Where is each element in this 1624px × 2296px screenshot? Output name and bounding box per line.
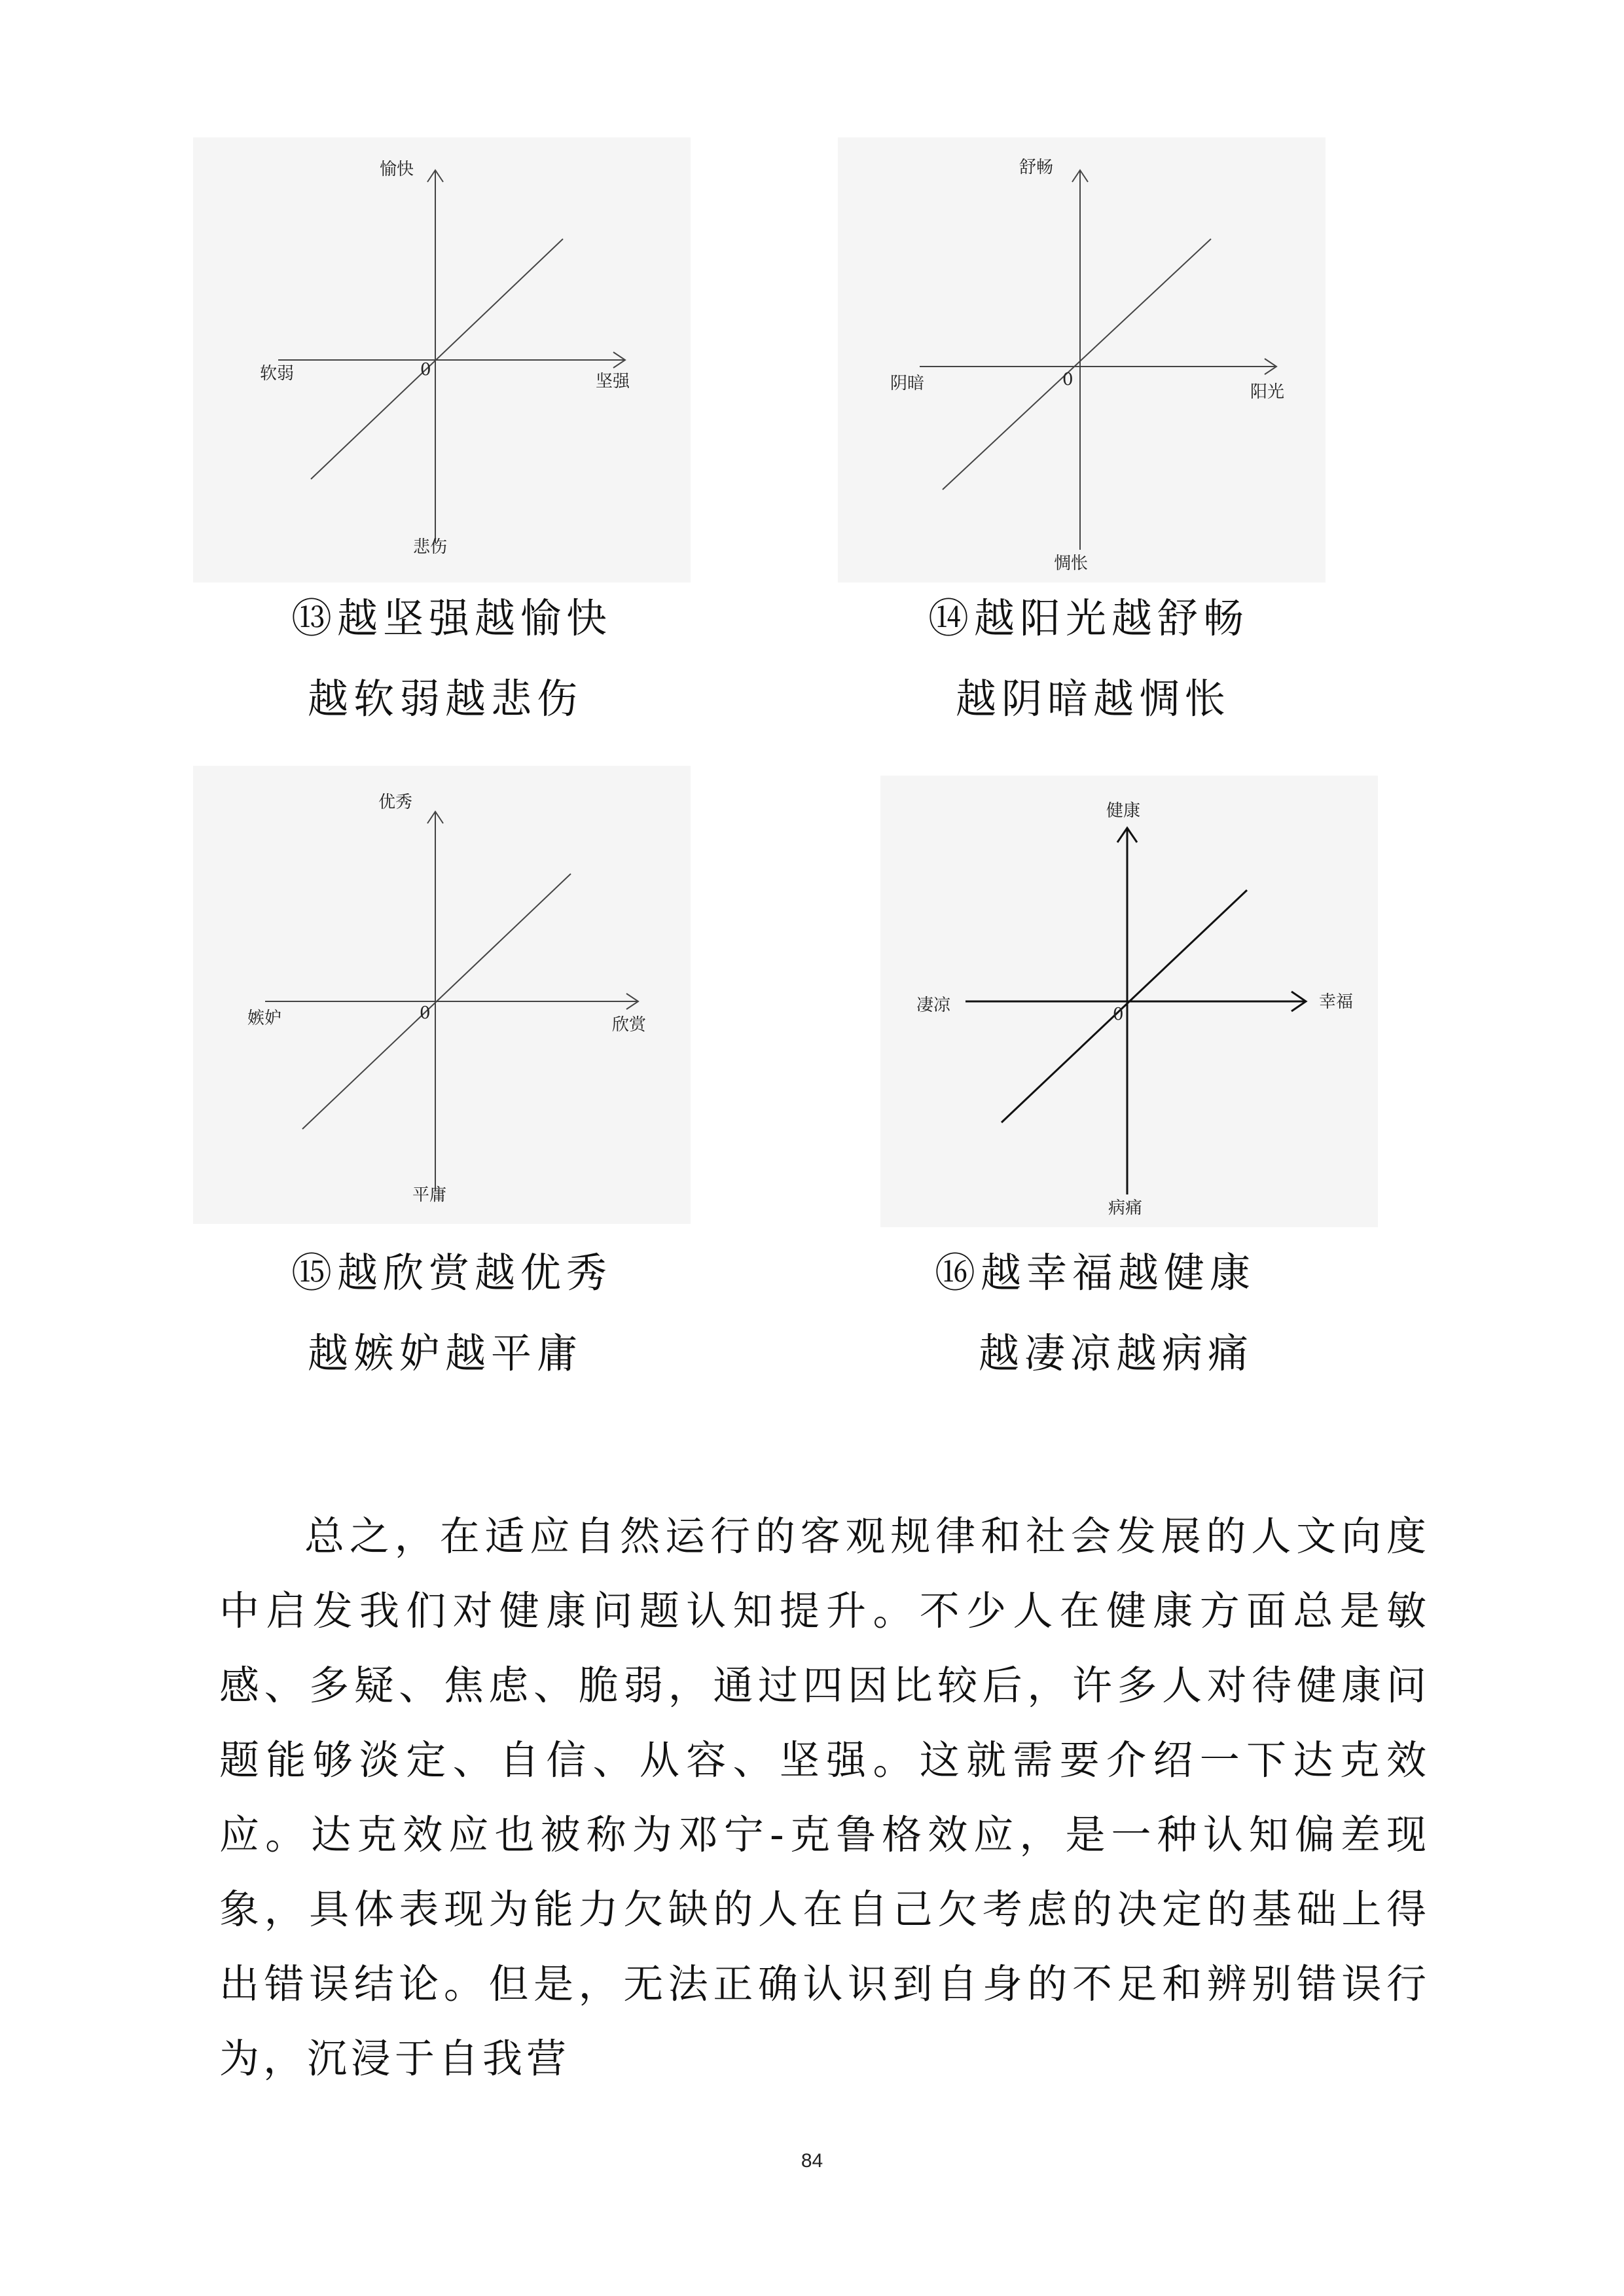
figure-15-down-label: 平庸 xyxy=(412,1185,447,1205)
figure-15-origin-label: 0 xyxy=(420,1003,431,1023)
figure-16-caption-line1: ⑯越幸福越健康 xyxy=(935,1249,1256,1297)
figure-16-up-label: 健康 xyxy=(1106,801,1141,821)
figure-13-panel xyxy=(193,137,691,583)
page-number: 84 xyxy=(801,2150,823,2172)
figure-15-right-label: 欣赏 xyxy=(612,1015,647,1035)
figure-14-caption-line2: 越阴暗越惆怅 xyxy=(956,675,1231,723)
figure-14-panel xyxy=(838,137,1326,583)
figure-16-left-label: 凄凉 xyxy=(916,996,951,1015)
figure-13-origin-label: 0 xyxy=(420,360,431,380)
figure-14-right-label: 阳光 xyxy=(1250,382,1285,402)
figure-16-panel xyxy=(880,776,1378,1227)
figure-14-left-label: 阴暗 xyxy=(890,374,925,393)
figure-15-up-label: 优秀 xyxy=(378,793,413,812)
figure-14-origin-label: 0 xyxy=(1062,370,1074,389)
figure-14-down-label: 惆怅 xyxy=(1054,554,1089,573)
figure-16-caption-line2: 越凄凉越病痛 xyxy=(979,1329,1254,1377)
body-paragraph: 总之，在适应自然运行的客观规律和社会发展的人文向度中启发我们对健康问题认知提升。不少人在健康方面总是敏感、多疑、焦虑、脆弱，通过四因比较后，许多人对待健康问题能够淡定、自信、从容、坚强。这就需要介绍一下达克效应。达克效应也被称为邓宁-克鲁格效应，是一种认知偏差现象，具体表现为能力欠缺的人在自己欠考虑的决定的基础上得出错误结论。但是，无法正确认识到自身的不足和辨别错误行为，沉浸于自我营 xyxy=(219,1513,1430,2082)
figure-13-right-label: 坚强 xyxy=(596,372,630,391)
figure-15-left-label: 嫉妒 xyxy=(247,1009,282,1028)
figure-14-axes xyxy=(838,137,1326,583)
figure-15-axes xyxy=(193,766,691,1224)
figure-13-caption-line1: ⑬越坚强越愉快 xyxy=(291,594,613,642)
figure-14-up-label: 舒畅 xyxy=(1019,158,1054,177)
figure-13-caption-line2: 越软弱越悲伤 xyxy=(308,675,583,723)
figure-14-caption-line1: ⑭越阳光越舒畅 xyxy=(928,594,1250,642)
figure-13-down-label: 悲伤 xyxy=(413,537,448,557)
figure-16-down-label: 病痛 xyxy=(1108,1198,1143,1218)
figure-16-right-label: 幸福 xyxy=(1319,992,1354,1012)
figure-15-caption-line1: ⑮越欣赏越优秀 xyxy=(291,1249,613,1297)
figure-13-up-label: 愉快 xyxy=(380,160,414,179)
figure-13-left-label: 软弱 xyxy=(260,364,295,384)
figure-16-axes xyxy=(880,776,1378,1227)
figure-16-origin-label: 0 xyxy=(1113,1005,1124,1024)
figure-15-caption-line2: 越嫉妒越平庸 xyxy=(308,1329,583,1377)
figure-15-panel xyxy=(193,766,691,1224)
